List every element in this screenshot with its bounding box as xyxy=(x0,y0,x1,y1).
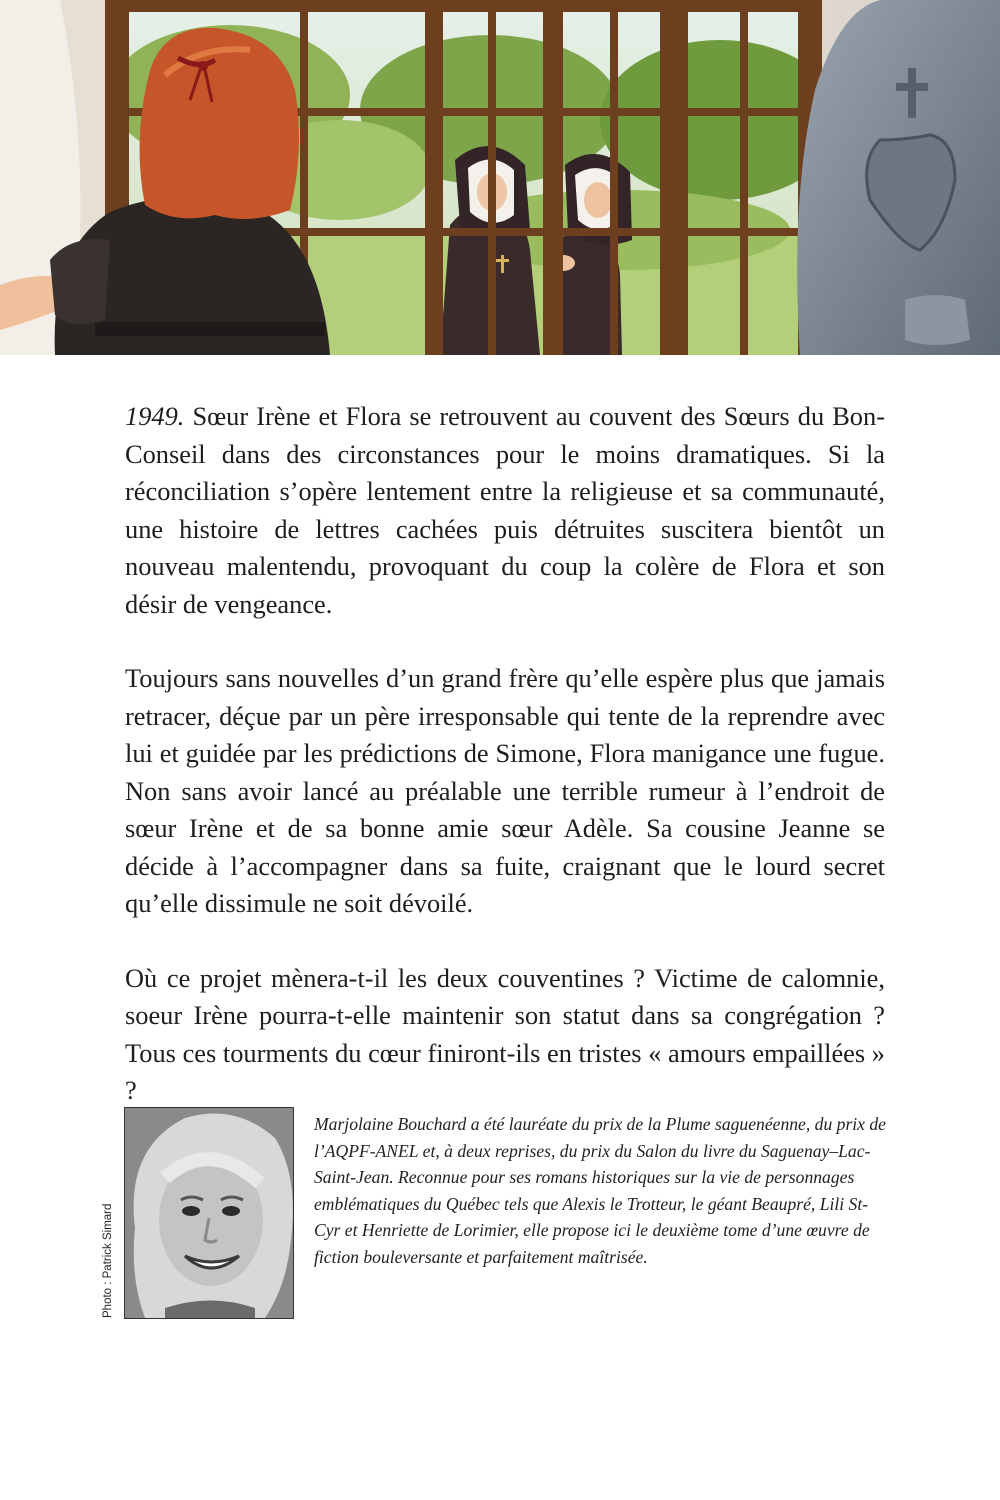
summary-paragraph-3: Où ce projet mènera-t-il les deux couventines ? Victime de calomnie, soeur Irène pourra-t-elle maintenir son statut dans sa congrégation ? Tous ces tourments du cœur finiront-ils en tristes « amours empaillées » ? xyxy=(125,962,885,1105)
author-photo xyxy=(124,1107,294,1319)
summary-paragraph-1-text: Sœur Irène et Flora se retrouvent au couvent des Sœurs du Bon-Conseil dans des circonstances pour le moins dramatiques. Si la réconciliation s’opère lentement entre la religieuse et sa communauté, une histoire de lettres cachées puis détruites suscitera bientôt un nouveau malentendu, provoquant du coup la colère de Flora et son désir de vengeance. xyxy=(125,401,885,619)
back-cover-summary xyxy=(125,398,885,1110)
summary-paragraph-1 xyxy=(125,398,885,623)
summary-paragraph-2: Toujours sans nouvelles d’un grand frère qu’elle espère plus que jamais retracer, déçue par un père irresponsable qui tente de la reprendre avec lui et guidée par les prédictions de Simone, Flora manigance une fugue. Non sans avoir lancé au préalable une terrible rumeur à l’endroit de sœur Irène et de sa bonne amie sœur Adèle. Sa cousine Jeanne se décide à l’accompagner dans sa fuite, craignant que le lourd secret qu’elle dissimule ne soit dévoilé. xyxy=(125,663,885,918)
year-label: 1949. xyxy=(125,401,185,431)
cover-illustration xyxy=(0,0,1000,355)
author-bio: Marjolaine Bouchard a été lauréate du prix de la Plume saguenéenne, du prix de l’AQPF-ANEL et, à deux reprises, du prix du Salon du livre du Saguenay–Lac-Saint-Jean. Reconnue pour ses romans historiques sur la vie de personnages emblématiques du Québec tels que Alexis le Trotteur, le géant Beaupré, Lili St-Cyr et Henriette de Lorimier, elle propose ici le deuxième tome d’une œuvre de fiction bouleversante et parfaitement maîtrisée. xyxy=(314,1114,886,1267)
photo-credit: Photo : Patrick Simard xyxy=(102,1203,114,1318)
